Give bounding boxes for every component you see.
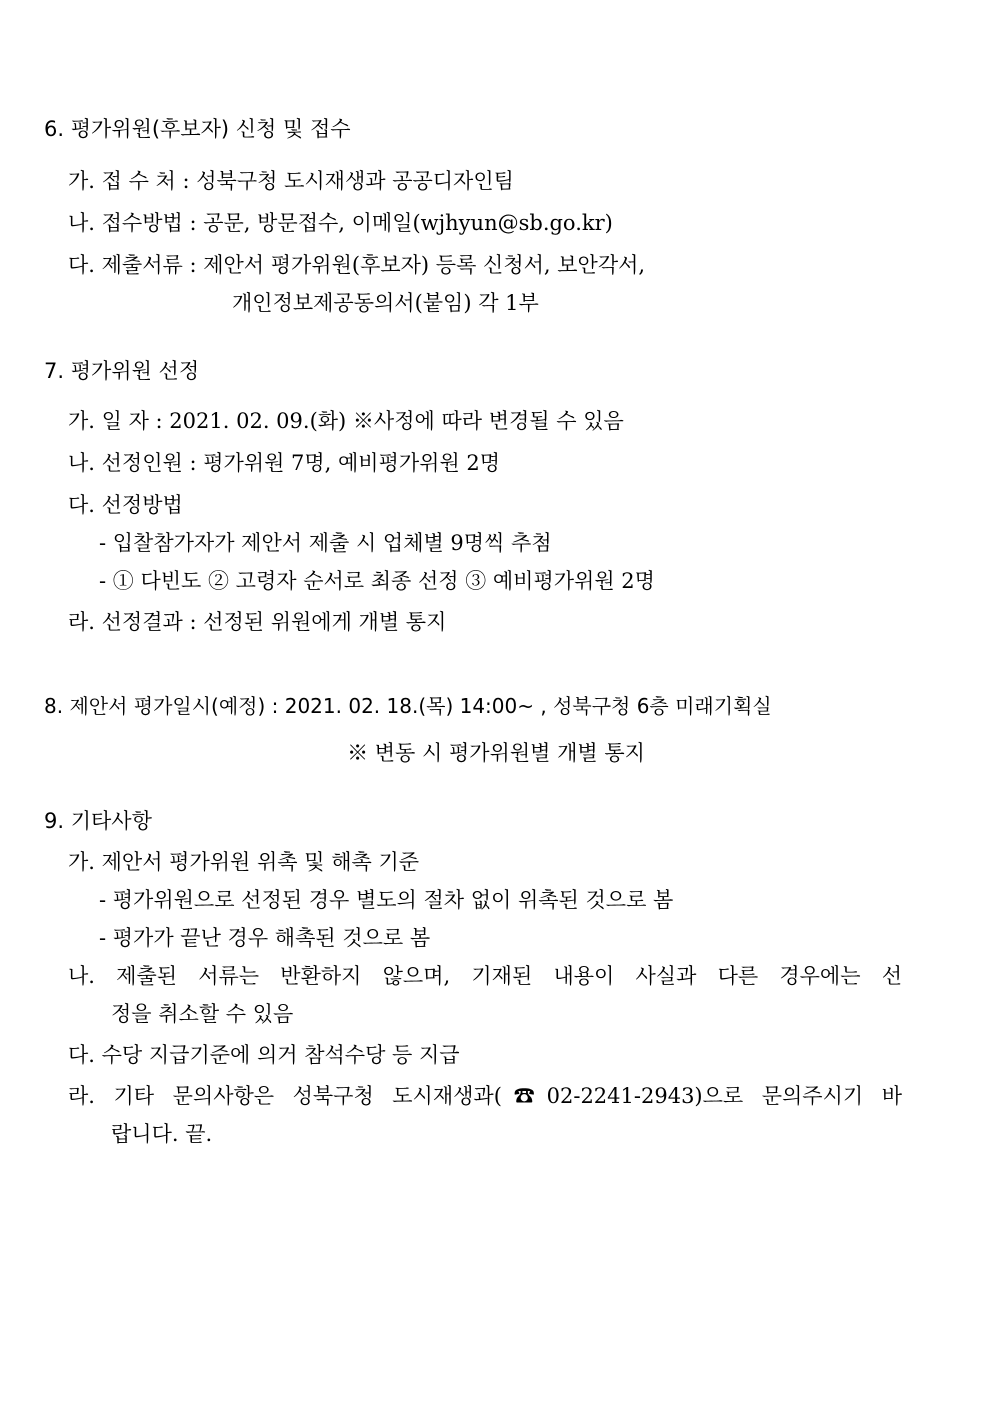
section-7-item-method: 다. 선정방법 — [68, 493, 183, 517]
section-8-note: ※ 변동 시 평가위원별 개별 통지 — [347, 741, 645, 765]
section-9-heading: 9. 기타사항 — [44, 809, 152, 833]
section-7-heading: 7. 평가위원 선정 — [44, 359, 200, 383]
section-9-item-criteria: 가. 제안서 평가위원 위촉 및 해촉 기준 — [68, 850, 420, 874]
section-6-item-reception: 가. 접 수 처 : 성북구청 도시재생과 공공디자인팀 — [68, 169, 514, 193]
section-6-heading: 6. 평가위원(후보자) 신청 및 접수 — [44, 117, 351, 141]
section-7-method-sub-1: - 입찰참가자가 제안서 제출 시 업체별 9명씩 추첨 — [99, 531, 552, 555]
section-6-item-method: 나. 접수방법 : 공문, 방문접수, 이메일(wjhyun@sb.go.kr) — [68, 211, 613, 235]
section-6-item-documents: 다. 제출서류 : 제안서 평가위원(후보자) 등록 신청서, 보안각서, — [68, 253, 646, 277]
section-7-item-headcount: 나. 선정인원 : 평가위원 7명, 예비평가위원 2명 — [68, 451, 501, 475]
section-9-item-documents-cont: 정을 취소할 수 있음 — [111, 1002, 294, 1026]
section-9-criteria-sub-1: - 평가위원으로 선정된 경우 별도의 절차 없이 위촉된 것으로 봄 — [99, 888, 674, 912]
section-7-item-result: 라. 선정결과 : 선정된 위원에게 개별 통지 — [68, 610, 447, 634]
section-9-item-inquiry: 라. 기타 문의사항은 성북구청 도시재생과(☎02-2241-2943)으로 문의주시기 바 — [68, 1084, 902, 1108]
section-7-method-sub-2: - ① 다빈도 ② 고령자 순서로 최종 선정 ③ 예비평가위원 2명 — [99, 569, 655, 593]
section-9-criteria-sub-2: - 평가가 끝난 경우 해촉된 것으로 봄 — [99, 926, 431, 950]
section-7-item-date: 가. 일 자 : 2021. 02. 09.(화) ※사정에 따라 변경될 수 있음 — [68, 409, 624, 433]
section-9-item-documents: 나. 제출된 서류는 반환하지 않으며, 기재된 내용이 사실과 다른 경우에는 선 — [68, 964, 902, 988]
section-6-item-documents-cont: 개인정보제공동의서(붙임) 각 1부 — [232, 291, 539, 315]
section-9-item-inquiry-cont: 랍니다. 끝. — [111, 1122, 213, 1146]
section-9-item-allowance: 다. 수당 지급기준에 의거 참석수당 등 지급 — [68, 1043, 460, 1067]
section-8-heading: 8. 제안서 평가일시(예정) : 2021. 02. 18.(목) 14:00~ , 성북구청 6층 미래기획실 — [44, 694, 772, 718]
